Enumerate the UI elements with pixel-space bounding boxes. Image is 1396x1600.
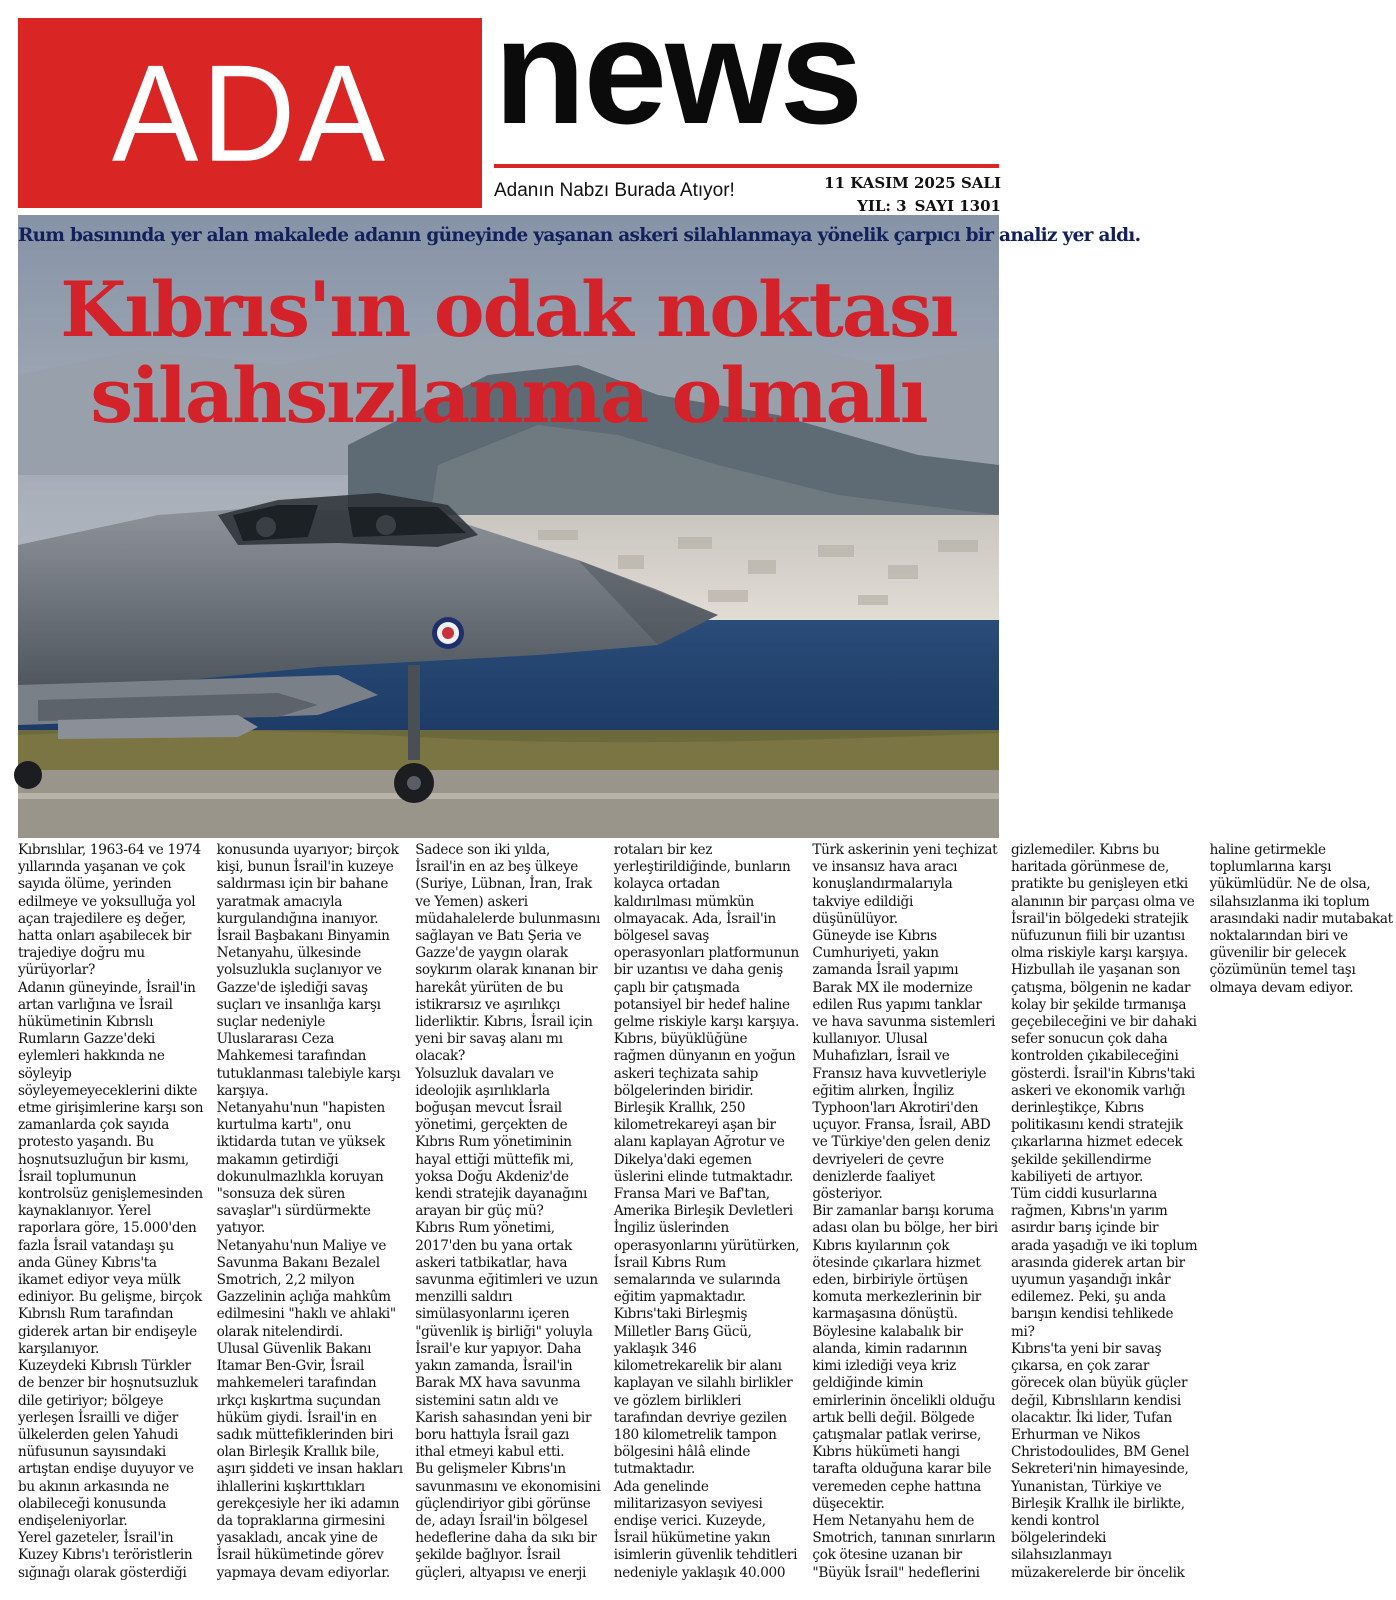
masthead-rule xyxy=(494,164,999,168)
logo-ada-block xyxy=(18,18,482,208)
article-paragraph: Kıbrıslılar, 1963-64 ve 1974 yıllarında yaşanan ve çok sayıda ölüme, yerinden edilmeye ve yoksulluğa yol açan trajedilere eş değer, hatta onları aşabilecek bir trajediye doğru mu yürüyorlar? xyxy=(18,842,201,979)
slogan: Adanın Nabzı Burada Atıyor! xyxy=(494,180,735,201)
article-paragraph: Ada genelinde militarizasyon seviyesi endişe verici. Kuzeyde, İsrail hükümetine yakın isimlerin güvenlik tehditleri nedeniyle yaklaşık 40.000 Türk askerinin yeni teçhizat ve insansız hava aracı konuşlandırmalarıyla takviye edildiği düşünülüyor. xyxy=(613,842,998,1581)
article-paragraph: Tüm ciddi kusurlarına rağmen, Kıbrıs'ın yarım asırdır barış içinde bir arada yaşadığı ve iki toplum arasında giderek artan bir uyumun yaşandığı inkâr edilemez. Peki, şu anda barışın kendisi tehlikede mi? xyxy=(1010,1186,1198,1340)
headline xyxy=(18,267,999,439)
article-paragraph: Kıbrıs'ta yeni bir savaş çıkarsa, en çok zarar görecek olan büyük güçler değil, Kıbrıslıların kendisi olacaktır. İki lider, Tufan Erhurman ve Nikos Christodoulides, BM Genel Sekreteri'nin himayesinde, Yunanistan, Türkiye ve Birleşik Krallık ile birlikte, kendi kontrol bölgelerindeki silahsızlanmayı müzakerelerde bir öncelik haline getirmekle toplumlarına karşı yükümlüdür. Ne de olsa, silahsızlanma iki toplum arasındaki nadir mutabakat noktalarından biri ve güvenilir bir gelecek çözümünün temel taşı olmaya devam ediyor. xyxy=(1010,842,1393,1581)
masthead xyxy=(0,0,1033,215)
hero-image xyxy=(18,215,1141,838)
article-paragraph: Adanın güneyinde, İsrail'in artan varlığına ve İsrail hükümetinin Kıbrıslı Rumların Gazze'deki eylemleri hakkında ne söyleyip söyleyemeyeceklerini dikte etme girişimlerine karşı son zamanlarda çok sayıda protesto yaşandı. Bu hoşnutsuzluğun bir kısmı, İsrail toplumunun kontrolsüz genişlemesinden kaynaklanıyor. Yerel raporlara göre, 15.000'den fazla İsrail vatandaşı şu anda Güney Kıbrıs'ta ikamet ediyor veya mülk ediniyor. Bu gelişme, birçok Kıbrıslı Rum tarafından giderek artan bir endişeyle karşılanıyor. xyxy=(18,979,204,1357)
issue-number: SAYI 1301 xyxy=(914,197,1001,215)
article-paragraph: Netanyahu'nun Maliye ve Savunma Bakanı Bezalel Smotrich, 2,2 milyon Gazzelinin açlığa mahkûm edilmesini "haklı ve ahlaki" olarak nitelendirdi. xyxy=(216,1237,396,1340)
headline-line-2: silahsızlanma olmalı xyxy=(90,351,927,440)
article-paragraph: Netanyahu'nun "hapisten kurtulma kartı", onu iktidarda tutan ve yüksek makamın getirdiği dokunulmazlıkla koruyan "sonsuza dek süren savaşlar"ı sürdürmekte yatıyor. xyxy=(216,1100,385,1237)
dateline xyxy=(824,172,1001,218)
article-body xyxy=(18,842,1393,1594)
article-paragraph: Kıbrıs'taki Birleşmiş Milletler Barış Gücü, yaklaşık 346 kilometrekarelik bir alanı kaplayan ve silahlı birlikler ve gözlem birlikleri tarafından devriye gezilen 180 kilometrelik tampon bölgesini hâlâ elinde tutmaktadır. xyxy=(613,1306,793,1478)
article-paragraph: Yolsuzluk davaları ve ideolojik aşırılıklarla boğuşan mevcut İsrail yönetimi, gerçekten de Kıbrıs Rum yönetiminin hayal ettiği müttefik mi, yoksa Doğu Akdeniz'de kendi stratejik dayanağını arayan bir güç mü? xyxy=(415,1065,588,1220)
article-paragraph: Yerel gazeteler, İsrail'in Kuzey Kıbrıs'ı teröristlerin sığınağı olarak gösterdiği konusunda uyarıyor; birçok kişi, bunun İsrail'in kuzeye saldırması için bir bahane yaratmak amacıyla kurgulandığına inanıyor. xyxy=(18,842,399,1581)
article-paragraph: Hem Netanyahu hem de Smotrich, tanınan sınırların çok ötesine uzanan bir "Büyük İsrail" hedeflerini gizlemediler. Kıbrıs bu haritada görünmese de, pratikte bu genişleyen etki alanının bir parçası olma ve İsrail'in bölgedeki stratejik nüfuzunun fiili bir uzantısı olma riskiyle karşı karşıya. Hizbullah ile yaşanan son çatışma, bölgenin ne kadar kolay bir şekilde tırmanışa geçebileceğini ve bir dahaki sefer sonucun çok daha kontrolden çıkabileceğini gösterdi. İsrail'in Kıbrıs'taki askeri ve ekonomik varlığı derinleştikçe, Kıbrıs politikasını kendi stratejik çıkarlarına hizmet edecek şekilde şekillendirme kabiliyeti de artıyor. xyxy=(812,842,1197,1581)
logo-news-text: news xyxy=(494,0,862,155)
article-paragraph: Kıbrıs, büyüklüğüne rağmen dünyanın en yoğun askeri teçhizata sahip bölgelerinden biridir. Birleşik Krallık, 250 kilometrekareyi aşan bir alanı kaplayan Ağrotur ve Dikelya'daki egemen üslerini elinde tutmaktadır. Fransa Mari ve Baf'tan, Amerika Birleşik Devletleri İngiliz üslerinden operasyonlarını yürütürken, İsrail Kıbrıs Rum semalarında ve sularında eğitim yapmaktadır. xyxy=(613,1031,800,1306)
issue-date: 11 KASIM 2025 SALI xyxy=(824,174,1001,192)
article-paragraph: Böylesine kalabalık bir alanda, kimin radarının kimi izlediği veya kriz geldiğinde kimin emirlerinin öncelikli olduğu artık belli değil. Bölgede çatışmalar patlak verirse, Kıbrıs hükümeti hangi tarafta olduğuna karar bile veremeden cephe hattına düşecektir. xyxy=(812,1323,996,1512)
subheadline: Rum basınında yer alan makalede adanın güneyinde yaşanan askeri silahlanmaya yönelik çarpıcı bir analiz yer aldı. xyxy=(18,225,1141,246)
article-paragraph: İsrail Başbakanı Binyamin Netanyahu, ülkesinde yolsuzlukla suçlanıyor ve Gazze'de işlediği savaş suçları ve insanlığa karşı suçlar nedeniyle Uluslararası Ceza Mahkemesi tarafından tutuklanması talebiyle karşı karşıya. xyxy=(216,928,401,1099)
article-paragraph: Güneyde ise Kıbrıs Cumhuriyeti, yakın zamanda İsrail yapımı Barak MX ile modernize edilen Rus yapımı tanklar ve hava savunma sistemleri kullanıyor. Ulusal Muhafızları, İsrail ve Fransız hava kuvvetleriyle eğitim alırken, İngiliz Typhoon'ları Akrotiri'den uçuyor. Fransa, İsrail, ABD ve Türkiye'den gelen deniz devriyeleri de çevre denizlerde faaliyet gösteriyor. xyxy=(812,928,996,1203)
article-paragraph: Bu gelişmeler Kıbrıs'ın savunmasını ve ekonomisini güçlendiriyor gibi görünse de, adayı İsrail'in bölgesel hedeflerine daha da sıkı bir şekilde bağlıyor. İsrail güçleri, altyapısı ve enerji rotaları bir kez yerleştirildiğinde, bunların kolayca ortadan kaldırılması mümkün olmayacak. Ada, İsrail'in bölgesel savaş operasyonları platformunun bir uzantısı ve daha geniş çaplı bir çatışmada potansiyel bir hedef haline gelme riskiyle karşı karşıya. xyxy=(415,842,799,1581)
issue-year: YIL: 3 xyxy=(857,197,907,215)
article-paragraph: Bir zamanlar barışı koruma adası olan bu bölge, her biri Kıbrıs kıyılarının çok ötesinde çıkarlara hizmet eden, birbiriyle örtüşen komuta merkezlerinin bir karmaşasına dönüştü. xyxy=(812,1203,998,1323)
article-paragraph: Ulusal Güvenlik Bakanı Itamar Ben-Gvir, İsrail mahkemeleri tarafından ırkçı kışkırtma suçundan hüküm giydi. İsrail'in en sadık müttefiklerinden biri olan Birleşik Krallık bile, aşırı şiddeti ve insan hakları ihlallerini kışkırttıkları gerekçesiyle her iki adamın da topraklarına girmesini yasakladı, ancak yine de İsrail hükümetinde görev yapmaya devam ediyorlar. xyxy=(216,1340,403,1581)
article-paragraph: Kıbrıs Rum yönetimi, 2017'den bu yana ortak askeri tatbikatlar, hava savunma eğitimleri ve uzun menzilli saldırı simülasyonlarını içeren "güvenlik iş birliği" yoluyla İsrail'e kur yapıyor. Daha yakın zamanda, İsrail'in Barak MX hava savunma sistemini satın aldı ve Karish sahasından yeni bir boru hattıyla İsrail gazı ithal etmeyi kabul etti. xyxy=(415,1220,598,1461)
headline-line-1: Kıbrıs'ın odak noktası xyxy=(60,265,957,354)
logo-ada-text: ADA xyxy=(111,35,389,191)
article-paragraph: Kuzeydeki Kıbrıslı Türkler de benzer bir hoşnutsuzluk dile getiriyor; bölgeye yerleşen İsrailli ve diğer ülkelerden gelen Yahudi nüfusunun sayısındaki artıştan endişe duyuyor ve bu akının arkasında ne olabileceği konusunda endişeleniyorlar. xyxy=(18,1358,198,1529)
article-paragraph: Sadece son iki yılda, İsrail'in en az beş ülkeye (Suriye, Lübnan, İran, Irak ve Yemen) askeri müdahalelerde bulunmasını sağlayan ve Batı Şeria ve Gazze'de yaygın olarak soykırım olarak kınanan bir harekât yürüten de bu istikrarsız ve aşırılıkçı liderliktir. Kıbrıs, İsrail için yeni bir savaş alanı mı olacak? xyxy=(415,842,601,1065)
